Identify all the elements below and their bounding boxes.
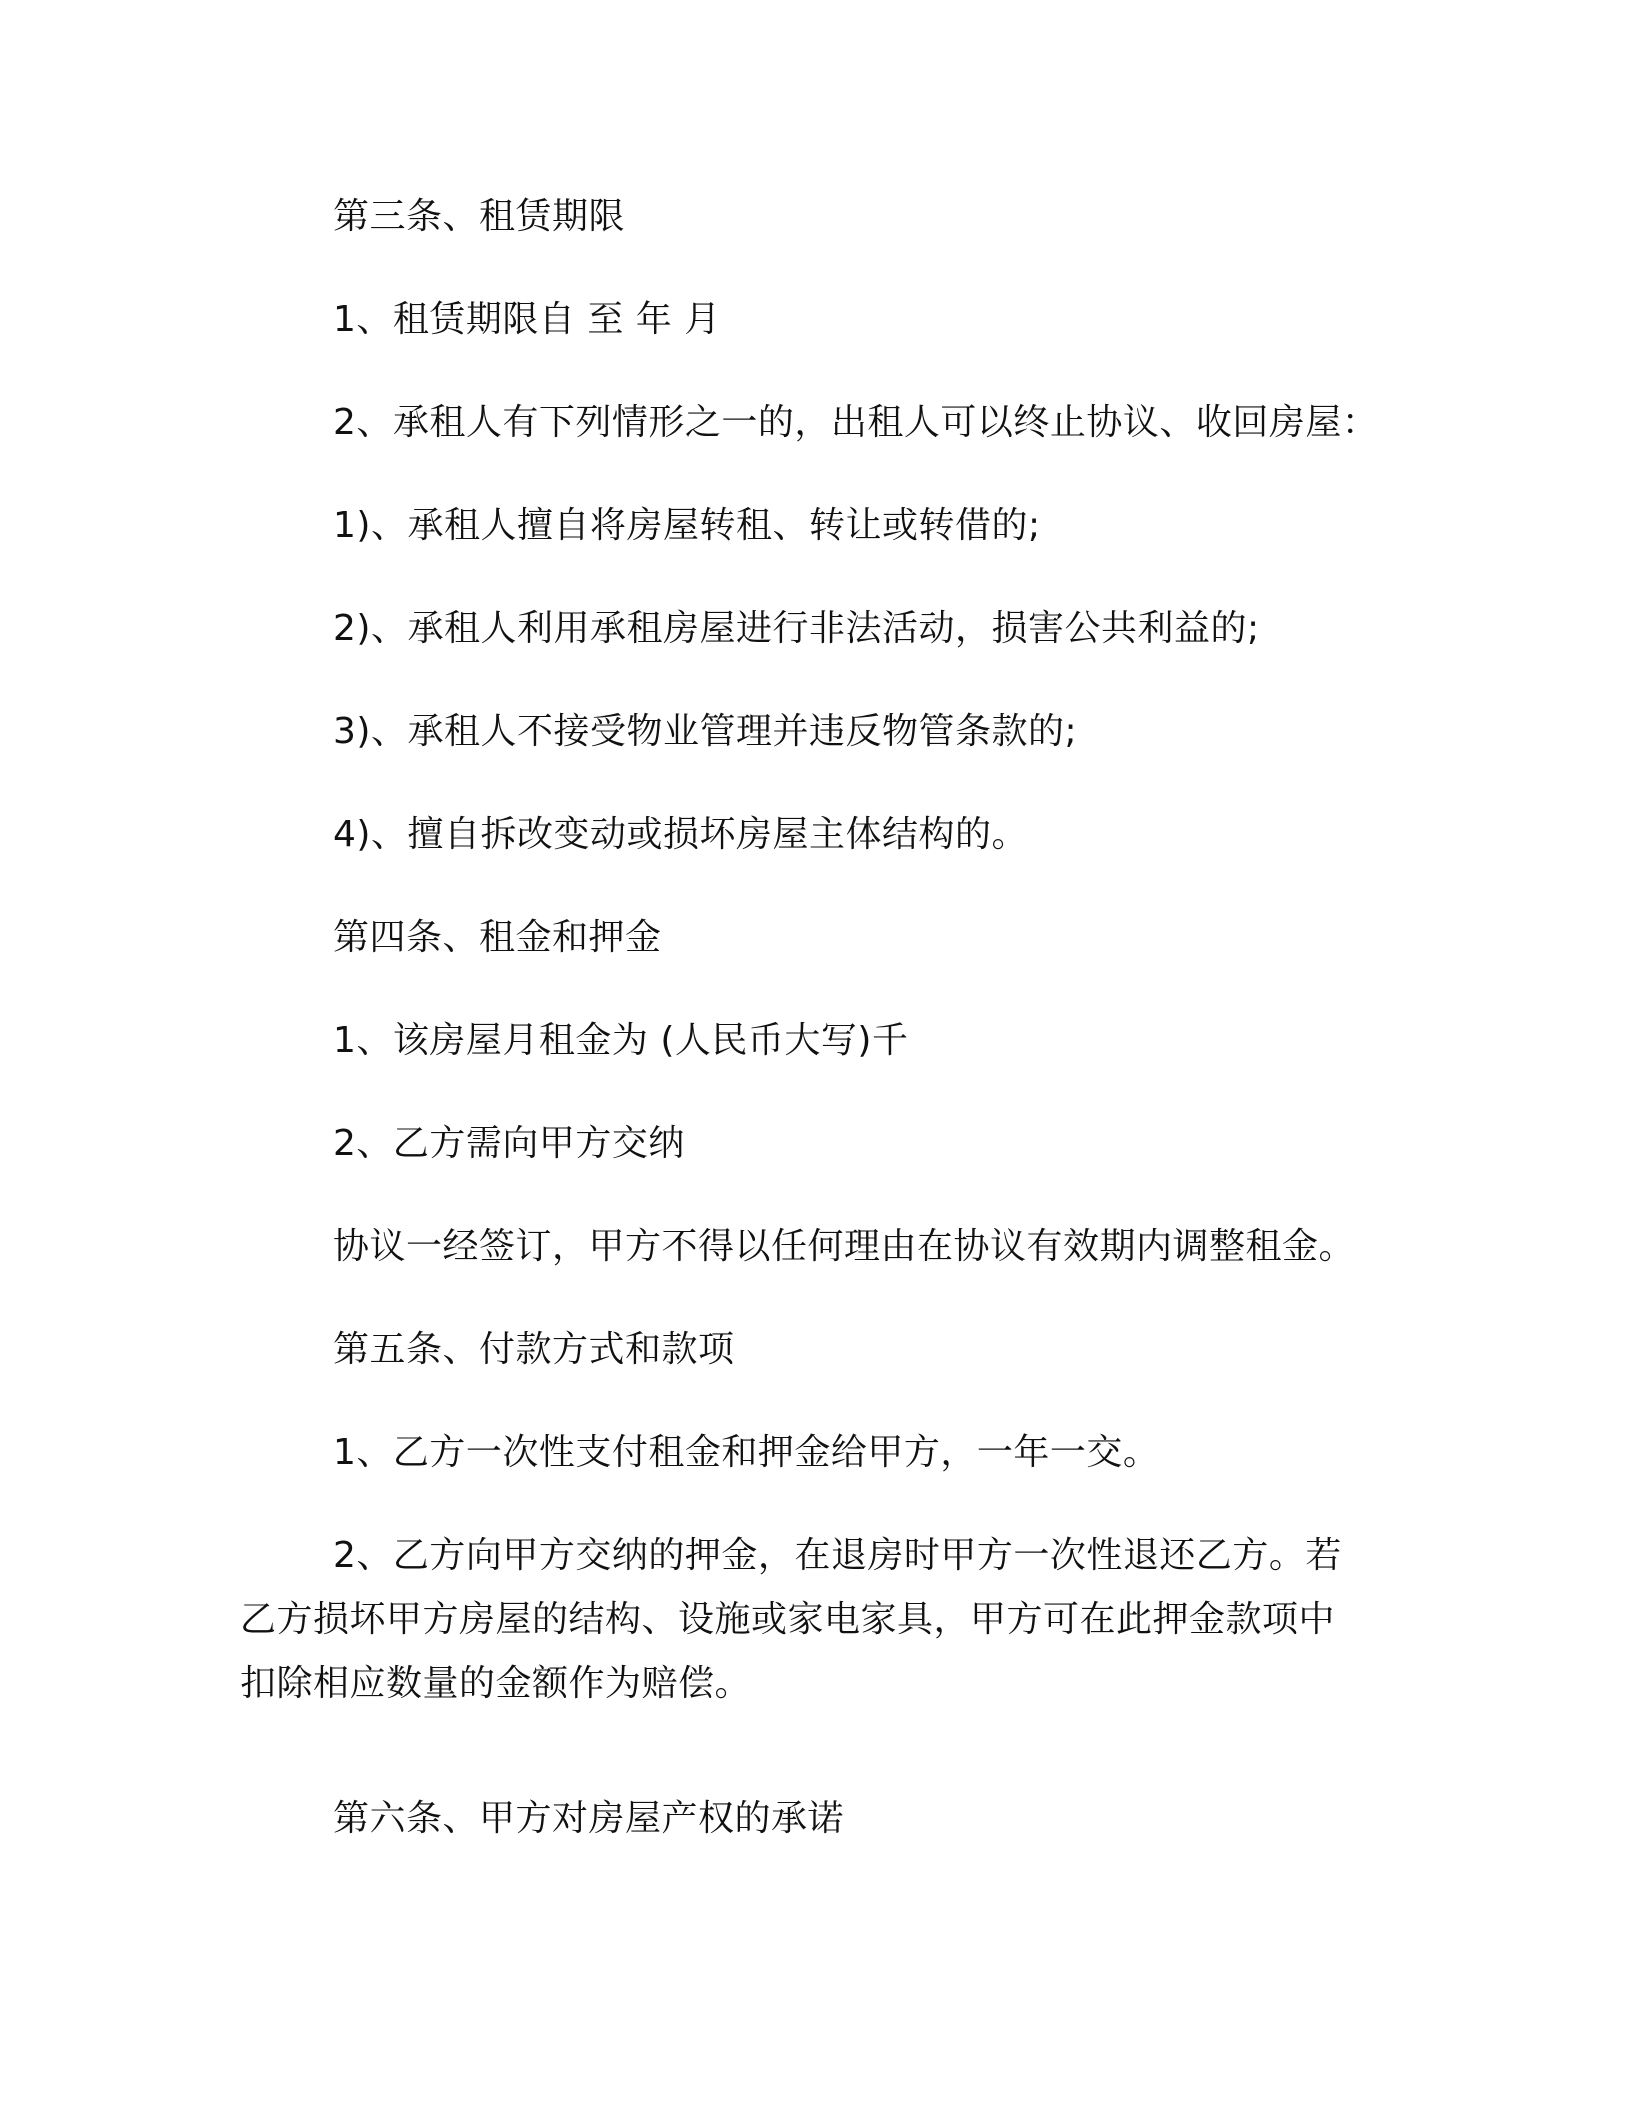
lease-term-clause: 1、租赁期限自 至 年 月: [333, 299, 721, 340]
deposit-refund-paragraph: 2、乙方向甲方交纳的押金，在退房时甲方一次性退还乙方。若乙方损坏甲方房屋的结构、设施或家电家具，甲方可在此押金款项中扣除相应数量的金额作为赔偿。: [240, 1535, 1342, 1704]
monthly-rent-clause: 1、该房屋月租金为 (人民币大写)千: [333, 1020, 909, 1061]
termination-condition-3: 3)、承租人不接受物业管理并违反物管条款的;: [333, 711, 1078, 752]
rent-adjustment-clause: 协议一经签订，甲方不得以任何理由在协议有效期内调整租金。: [333, 1226, 1356, 1267]
article-4-heading: 第四条、租金和押金: [333, 917, 662, 958]
article-6-heading: 第六条、甲方对房屋产权的承诺: [333, 1798, 845, 1839]
termination-condition-1: 1)、承租人擅自将房屋转租、转让或转借的;: [333, 505, 1041, 546]
termination-conditions-clause: 2、承租人有下列情形之一的，出租人可以终止协议、收回房屋：: [333, 402, 1379, 443]
termination-condition-4: 4)、擅自拆改变动或损坏房屋主体结构的。: [333, 814, 1028, 855]
article-3-heading: 第三条、租赁期限: [333, 196, 626, 237]
article-5-heading: 第五条、付款方式和款项: [333, 1329, 735, 1370]
lump-sum-payment-clause: 1、乙方一次性支付租金和押金给甲方，一年一交。: [333, 1432, 1160, 1473]
termination-condition-2: 2)、承租人利用承租房屋进行非法活动，损害公共利益的;: [333, 608, 1260, 649]
deposit-payment-clause: 2、乙方需向甲方交纳: [333, 1123, 685, 1164]
